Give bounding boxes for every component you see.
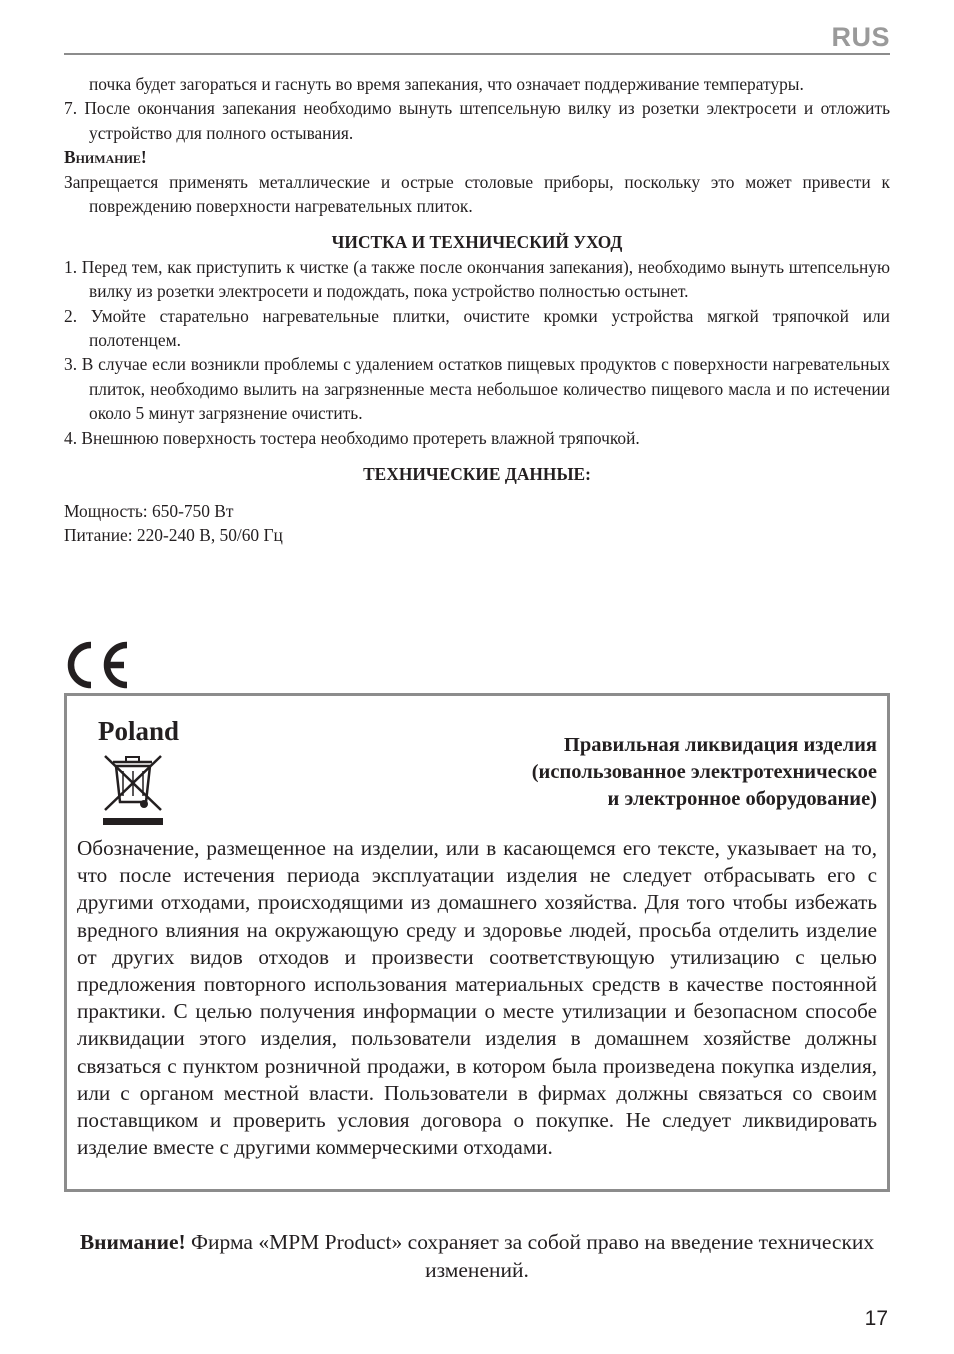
country-label: Poland [98,716,180,746]
step-7: 7. После окончания запекания необходимо вынуть штепсельную вилку из розетки электросети и отложить устройство для полного остывания. [64,98,890,143]
disposal-title [437,732,877,813]
specs-section-title: ТЕХНИЧЕСКИЕ ДАННЫЕ: [363,464,591,485]
disposal-info-box [64,693,890,1192]
footer-note [64,1228,890,1284]
cleaning-item-2: 2. Умойте старательно нагревательные плитки, очистите кромки устройства мягкой тряпочкой или полотенцем. [64,305,890,351]
language-code: RUS [831,22,890,52]
continued-paragraph: почка будет загораться и гаснуть во время запекания, что означает поддерживание температуры. [89,74,804,94]
disposal-title-line-2: (использованное электротехническое [531,761,877,783]
warning-text: Запрещается применять металлические и острые столовые приборы, поскольку это может привести к повреждению поверхности нагревательных плиток. [64,171,890,217]
spec-power: Мощность: 650-750 Вт [64,500,234,521]
cleaning-item-3: 3. В случае если возникли проблемы с удалением остатков пищевых продуктов с поверхности нагревательных плиток, необходимо вылить на загрязненные места небольшое количество пищевого масла и по истечении около 5 минут загрязнение очистить. [64,354,890,424]
ce-mark-icon [64,640,130,695]
warning-title: Внимание! [64,147,147,168]
disposal-title-line-3: и электронное оборудование) [607,788,877,810]
page-number: 17 [864,1307,888,1330]
disposal-title-line-1: Правильная ликвидация изделия [563,734,877,756]
main-content [64,72,890,547]
header-divider [64,53,890,55]
footer-note-text: Фирма «MPM Product» сохраняет за собой право на введение технических изменений. [185,1230,875,1282]
cleaning-item-4: 4. Внешнюю поверхность тостера необходимо протереть влажной тряпочкой. [64,427,640,448]
spec-supply: Питание: 220-240 В, 50/60 Гц [64,524,283,545]
footer-note-bold: Внимание! [79,1230,186,1254]
cleaning-item-1: 1. Перед тем, как приступить к чистке (а также после окончания запекания), необходимо вынуть штепсельную вилку из розетки электросети и подождать, пока устройство полностью остынет. [64,256,890,302]
disposal-body-text: Обозначение, размещенное на изделии, или в касающемся его тексте, указывает на то, что после истечения периода эксплуатации изделия не следует отбрасывать его с другими отходами, происходящими из домашнего хозяйства. Для того чтобы избежать вредного влияния на окружающую среду и здоровье людей, просьба отделить изделие от других видов отходов и произвести соответствующую утилизацию с целью предложения повторного использования материальных средств в качестве постоянной практики. С целью получения информации о месте утилизации и безопасном способе ликвидации этого изделия, пользователи изделия в домашнем хозяйстве должны связаться с пунктом розничной продажи, в котором была произведена покупка изделия, или с органом местной власти. Пользователи в фирмах должны связаться со своим поставщиком и проверить условия договора о покупке. Не следует ликвидировать изделие вместе с другими коммерческими отходами. [77,836,877,1160]
cleaning-section-title: ЧИСТКА И ТЕХНИЧЕСКИЙ УХОД [331,232,623,253]
crossed-out-wheelie-bin-icon [101,752,165,833]
